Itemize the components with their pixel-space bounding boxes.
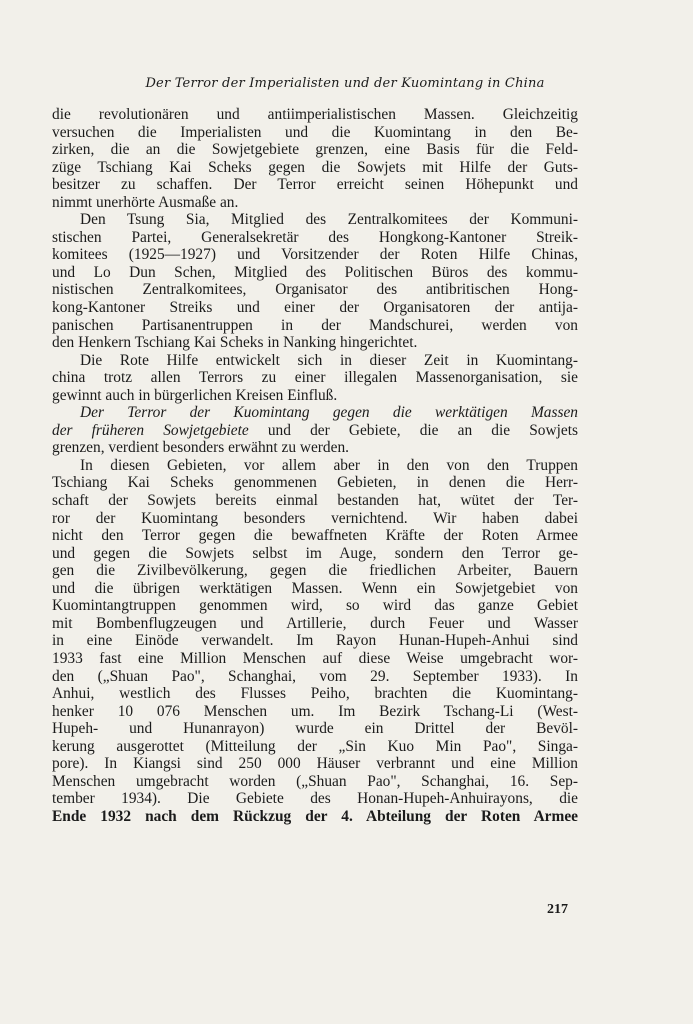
text-line: versuchen die Imperialisten und die Kuomintang in den Be- [52,123,578,141]
italic-phrase: der früheren Sowjetgebiete [52,421,249,439]
text-line: und die übrigen werktätigen Massen. Wenn ein Sowjetgebiet von [52,579,578,597]
text-line: china trotz allen Terrors zu einer illegalen Massenorganisation, sie [52,369,578,387]
text-line: in eine Einöde verwandelt. Im Rayon Hunan-Hupeh-Anhui sind [52,632,578,650]
running-head: Der Terror der Imperialisten und der Kuomintang in China [145,76,545,91]
text-line: gen die Zivilbevölkerung, gegen die friedlichen Arbeiter, Bauern [52,562,578,580]
text-line: Hupeh- und Hunanrayon) wurde ein Drittel der Bevöl- [52,720,578,738]
text-line: den („Shuan Pao", Schanghai, vom 29. September 1933). In [52,667,578,685]
body-text [52,106,578,825]
text-line: 1933 fast eine Million Menschen auf diese Weise umgebracht wor- [52,649,578,667]
text-line: stischen Partei, Generalsekretär des Hongkong-Kantoner Streik- [52,228,578,246]
text-line: und Lo Dun Schen, Mitglied des Politischen Büros des kommu- [52,263,578,281]
text-line: besitzer zu schaffen. Der Terror erreicht seinen Höhepunkt und [52,176,578,194]
text-line: Menschen umgebracht worden („Shuan Pao", Schanghai, 16. Sep- [52,772,578,790]
text-line: Tschiang Kai Scheks genommenen Gebieten, in denen die Herr- [52,474,578,492]
text-line: panischen Partisanentruppen in der Mandschurei, werden von [52,316,578,334]
text-line: schaft der Sowjets bereits einmal bestanden hat, wütet der Ter- [52,492,578,510]
page-number: 217 [547,902,568,917]
text-line: Den Tsung Sia, Mitglied des Zentralkomitees der Kommuni- [80,211,578,229]
text-line: nistischen Zentralkomitees, Organisator des antibritischen Hong- [52,281,578,299]
text-line: züge Tschiang Kai Scheks gegen die Sowjets mit Hilfe der Guts- [52,158,578,176]
text-line: In diesen Gebieten, vor allem aber in den von den Truppen [80,456,578,474]
text-line: nicht den Terror gegen die bewaffneten Kräfte der Roten Armee [52,527,578,545]
text-line: gewinnt auch in bürgerlichen Kreisen Einfluß. [52,386,338,404]
text-line: Ende 1932 nach dem Rückzug der 4. Abteilung der Roten Armee [52,807,578,825]
text-line: nimmt unerhörte Ausmaße an. [52,193,239,211]
text-line: kerung ausgerottet (Mitteilung der „Sin Kuo Min Pao", Singa- [52,737,578,755]
text-phrase: und der Gebiete, die an die Sowjets [248,421,578,439]
text-line: Kuomintangtruppen genommen wird, so wird das ganze Gebiet [52,597,578,615]
text-line: die revolutionären und antiimperialistischen Massen. Gleichzeitig [52,106,578,123]
text-line-italic: Der Terror der Kuomintang gegen die werktätigen Massen [80,404,578,422]
text-line: mit Bombenflugzeugen und Artillerie, durch Feuer und Wasser [52,614,578,632]
text-line: Anhui, westlich des Flusses Peiho, brachten die Kuomintang- [52,685,578,703]
text-line: und gegen die Sowjets selbst im Auge, sondern den Terror ge- [52,544,578,562]
text-line: grenzen, verdient besonders erwähnt zu werden. [52,439,349,457]
text-line: komitees (1925—1927) und Vorsitzender der Roten Hilfe Chinas, [52,246,578,264]
text-line: henker 10 076 Menschen um. Im Bezirk Tschang-Li (West- [52,702,578,720]
text-line: Die Rote Hilfe entwickelt sich in dieser Zeit in Kuomintang- [80,351,578,369]
text-line: tember 1934). Die Gebiete des Honan-Hupeh-Anhuirayons, die [52,790,578,808]
text-line: den Henkern Tschiang Kai Scheks in Nanking hingerichtet. [52,334,418,352]
text-line-mixed [52,422,578,440]
text-line: pore). In Kiangsi sind 250 000 Häuser verbrannt und eine Million [52,755,578,773]
text-line: kong-Kantoner Streiks und einer der Organisatoren der antija- [52,299,578,317]
text-line: zirken, die an die Sowjetgebiete grenzen, eine Basis für die Feld- [52,141,578,159]
text-line: ror der Kuomintang besonders vernichtend. Wir haben dabei [52,509,578,527]
